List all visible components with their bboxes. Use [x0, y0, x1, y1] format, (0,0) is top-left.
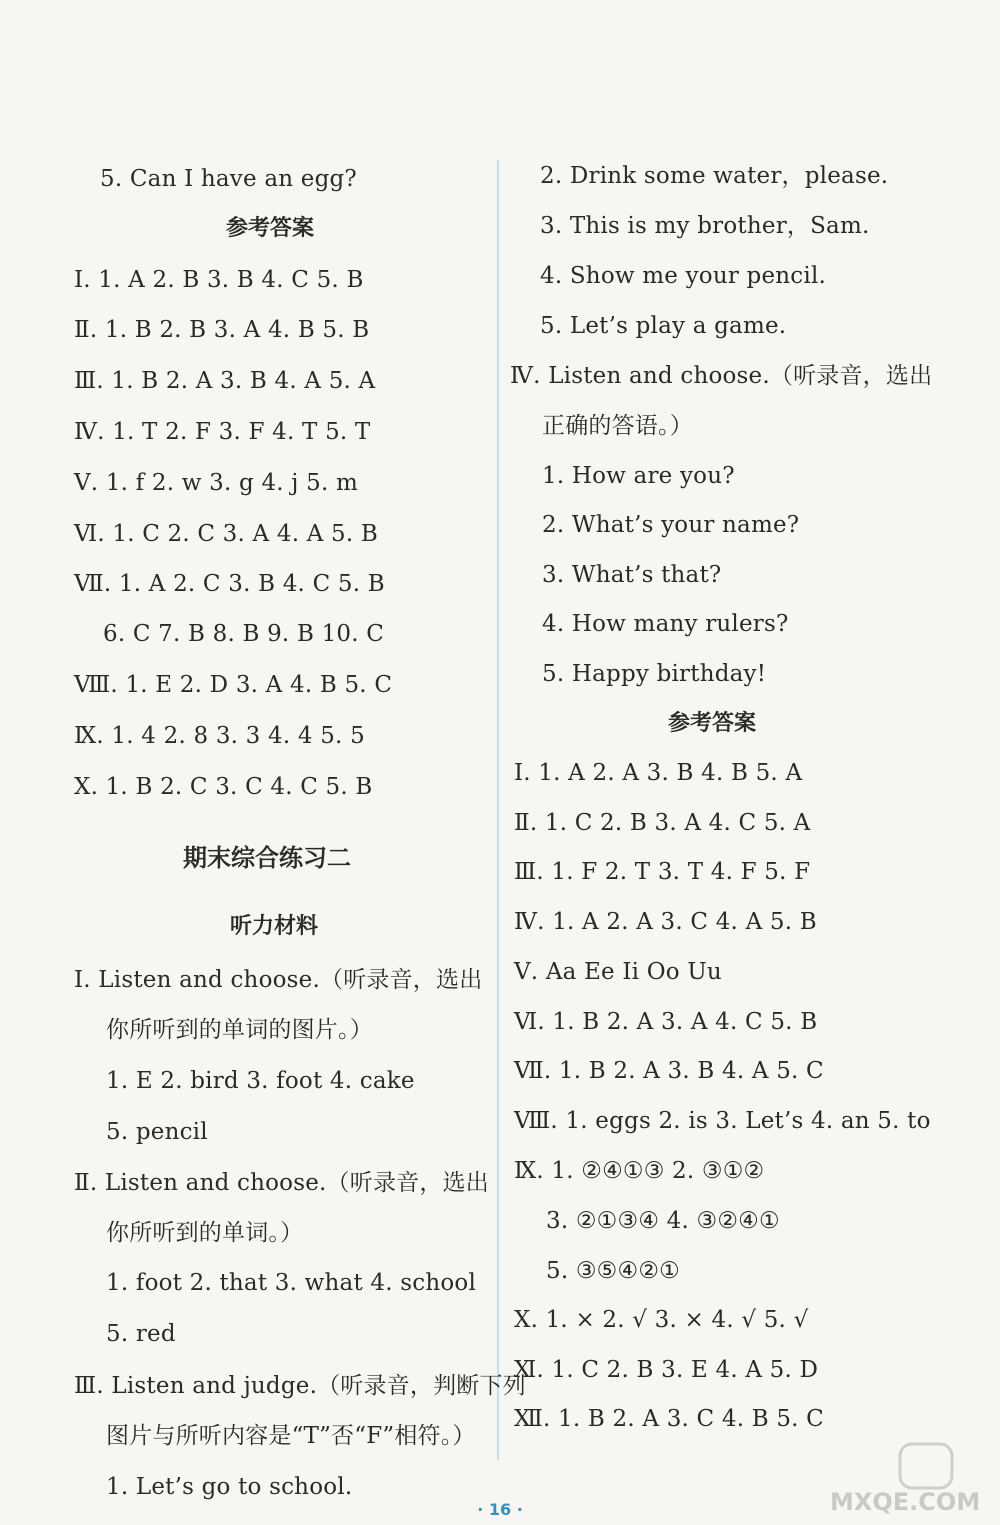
- text-line: 4. Show me your pencil.: [540, 263, 827, 289]
- answer-line: Ⅴ. 1. f 2. w 3. g 4. j 5. m: [74, 470, 359, 496]
- text-line: 3. What’s that?: [542, 562, 722, 588]
- question-prompt: 你所听到的单词的图片。）: [106, 1017, 373, 1043]
- answer-key-heading: 参考答案: [668, 711, 757, 736]
- text-line: 5. Let’s play a game.: [540, 313, 787, 339]
- text-line: 1. foot 2. that 3. what 4. school: [106, 1270, 477, 1296]
- page-number: · 16 ·: [477, 1500, 523, 1519]
- text-line: 5. pencil: [106, 1119, 208, 1145]
- watermark-logo: [800, 1440, 990, 1520]
- listening-material-heading: 听力材料: [230, 914, 319, 939]
- section-title: 期末综合练习二: [183, 844, 351, 872]
- text-line: 2. Drink some water，please.: [540, 163, 889, 189]
- answer-line: Ⅶ. 1. B 2. A 3. B 4. A 5. C: [514, 1058, 824, 1084]
- question-prompt: Ⅳ. Listen and choose.（听录音，选出: [510, 363, 933, 389]
- answer-line: Ⅱ. 1. B 2. B 3. A 4. B 5. B: [74, 317, 370, 343]
- text-line: 5. Can I have an egg?: [100, 166, 357, 192]
- answer-line: Ⅸ. 1. ②④①③ 2. ③①②: [514, 1158, 765, 1184]
- watermark-badge-shape: [900, 1444, 952, 1488]
- column-divider: [497, 160, 499, 1460]
- answer-line: Ⅸ. 1. 4 2. 8 3. 3 4. 4 5. 5: [74, 723, 365, 749]
- text-line: 5. Happy birthday!: [542, 661, 767, 687]
- answer-line: Ⅳ. 1. A 2. A 3. C 4. A 5. B: [514, 909, 817, 935]
- text-line: 1. Let’s go to school.: [106, 1474, 353, 1500]
- answer-key-heading: 参考答案: [226, 216, 315, 241]
- answer-line: Ⅲ. 1. F 2. T 3. T 4. F 5. F: [514, 859, 811, 885]
- answer-line: Ⅲ. 1. B 2. A 3. B 4. A 5. A: [74, 368, 376, 394]
- answer-line: Ⅵ. 1. C 2. C 3. A 4. A 5. B: [74, 521, 378, 547]
- answer-line: Ⅶ. 1. A 2. C 3. B 4. C 5. B: [74, 571, 385, 597]
- answer-line: Ⅷ. 1. E 2. D 3. A 4. B 5. C: [74, 672, 393, 698]
- answer-line: Ⅹ. 1. × 2. √ 3. × 4. √ 5. √: [514, 1307, 809, 1333]
- text-line: 1. E 2. bird 3. foot 4. cake: [106, 1068, 415, 1094]
- answer-line: 3. ②①③④ 4. ③②④①: [546, 1208, 780, 1234]
- watermark-text: MXQE.COM: [830, 1488, 981, 1516]
- answer-line: Ⅳ. 1. T 2. F 3. F 4. T 5. T: [74, 419, 371, 445]
- answer-line: Ⅵ. 1. B 2. A 3. A 4. C 5. B: [514, 1009, 818, 1035]
- text-line: 5. red: [106, 1321, 176, 1347]
- question-prompt: Ⅲ. Listen and judge.（听录音，判断下列: [74, 1373, 526, 1399]
- answer-line: 5. ③⑤④②①: [546, 1258, 680, 1284]
- text-line: 2. What’s your name?: [542, 512, 800, 538]
- question-prompt: 正确的答语。）: [542, 413, 693, 439]
- question-prompt: 你所听到的单词。）: [106, 1220, 304, 1246]
- answer-line: Ⅰ. 1. A 2. B 3. B 4. C 5. B: [74, 267, 364, 293]
- question-prompt: Ⅰ. Listen and choose.（听录音，选出: [74, 967, 483, 993]
- text-line: 3. This is my brother，Sam.: [540, 213, 870, 239]
- answer-line: Ⅰ. 1. A 2. A 3. B 4. B 5. A: [514, 760, 803, 786]
- answer-line: 6. C 7. B 8. B 9. B 10. C: [103, 621, 385, 647]
- answer-line: Ⅻ. 1. B 2. A 3. C 4. B 5. C: [514, 1406, 824, 1432]
- text-line: 1. How are you?: [542, 463, 735, 489]
- answer-line: Ⅹ. 1. B 2. C 3. C 4. C 5. B: [74, 774, 373, 800]
- question-prompt: Ⅱ. Listen and choose.（听录音，选出: [74, 1170, 489, 1196]
- answer-line: Ⅴ. Aa Ee Ii Oo Uu: [514, 959, 722, 985]
- text-line: 4. How many rulers?: [542, 611, 789, 637]
- answer-line: Ⅷ. 1. eggs 2. is 3. Let’s 4. an 5. to: [514, 1108, 931, 1134]
- answer-line: Ⅱ. 1. C 2. B 3. A 4. C 5. A: [514, 810, 811, 836]
- question-prompt: 图片与所听内容是“T”否“F”相符。）: [106, 1423, 476, 1449]
- answer-line: Ⅺ. 1. C 2. B 3. E 4. A 5. D: [514, 1357, 819, 1383]
